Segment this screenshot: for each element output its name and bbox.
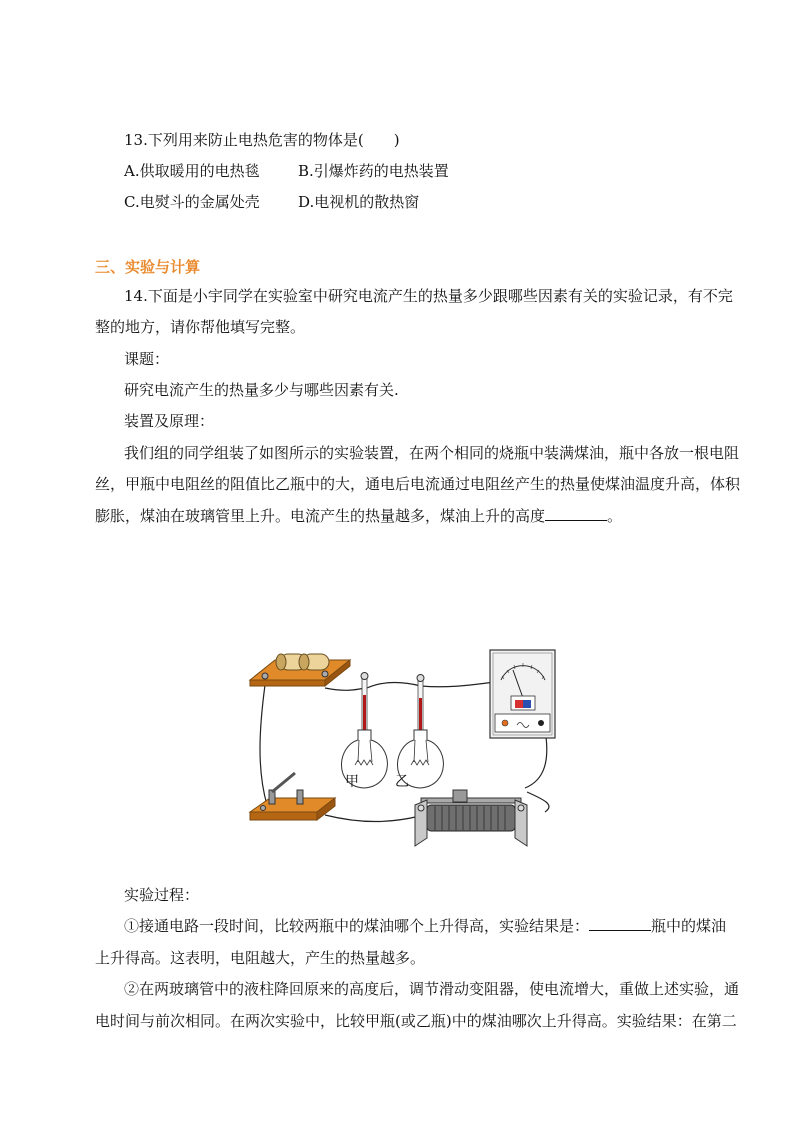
step1-text-end: 瓶中的煤油 — [651, 917, 727, 935]
step1-text: ①接通电路一段时间，比较两瓶中的煤油哪个上升得高，实验结果是： — [124, 917, 590, 935]
battery-pack — [250, 654, 350, 686]
setup-line1: 我们组的同学组装了如图所示的实验装置，在两个相同的烧瓶中装满煤油，瓶中各放一根电阻 — [124, 444, 740, 462]
q13-option-b: B.引爆炸药的电热装置 — [298, 162, 449, 180]
topic-text: 研究电流产生的热量多少与哪些因素有关. — [124, 381, 399, 399]
answer-blank-bottle[interactable] — [589, 916, 651, 931]
apparatus-figure — [245, 640, 565, 855]
setup-label: 装置及原理： — [124, 412, 215, 430]
q14-intro-line2: 整的地方，请你帮他填写完整。 — [95, 318, 306, 336]
topic-label: 课题： — [124, 350, 170, 368]
process-label: 实验过程： — [124, 886, 200, 904]
ammeter — [490, 650, 555, 738]
setup-line3-text: 膨胀，煤油在玻璃管里上升。电流产生的热量越多，煤油上升的高度 — [95, 507, 546, 525]
rheostat — [415, 790, 527, 846]
section-title: 三、实验与计算 — [95, 258, 201, 276]
answer-blank-height[interactable] — [545, 506, 607, 521]
label-yi: 乙 — [395, 774, 409, 790]
q13-option-a: A.供取暖用的电热毯 — [124, 162, 260, 180]
step1-line2: 上升得高。这表明，电阻越大，产生的热量越多。 — [95, 949, 426, 967]
setup-line3-end: 。 — [607, 507, 623, 525]
q13-option-d: D.电视机的散热窗 — [298, 193, 420, 211]
step1-line1 — [124, 916, 726, 936]
q13-option-c: C.电熨斗的金属处壳 — [124, 193, 260, 211]
knife-switch — [250, 773, 335, 820]
label-jia: 甲 — [345, 774, 359, 790]
q13-stem: 13.下列用来防止电热危害的物体是( ) — [124, 131, 400, 149]
step2-line2: 电时间与前次相同。在两次实验中，比较甲瓶(或乙瓶)中的煤油哪次上升得高。实验结果：在第二 — [95, 1012, 737, 1030]
flask-yi — [397, 675, 443, 789]
step2-line1: ②在两玻璃管中的液柱降回原来的高度后，调节滑动变阻器，使电流增大，重做上述实验，通 — [124, 980, 740, 998]
q14-intro-line1: 14.下面是小宇同学在实验室中研究电流产生的热量多少跟哪些因素有关的实验记录，有不完 — [124, 287, 733, 305]
setup-line3 — [95, 506, 622, 526]
setup-line2: 丝，甲瓶中电阻丝的阻值比乙瓶中的大，通电后电流通过电阻丝产生的热量使煤油温度升高，体积 — [95, 475, 741, 493]
